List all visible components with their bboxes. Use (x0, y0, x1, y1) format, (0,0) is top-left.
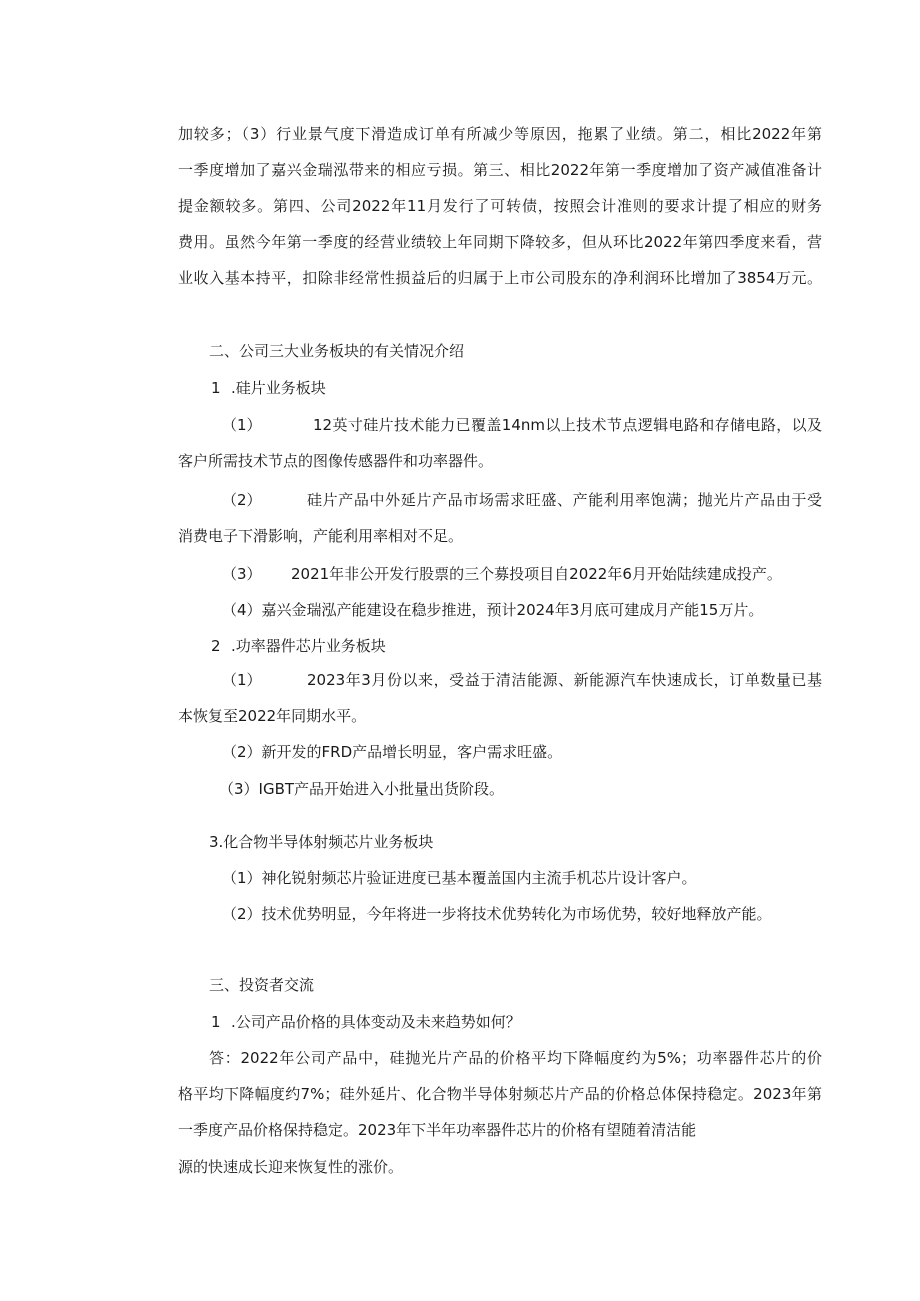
item-text: 12英寸硅片技术能力已覆盖14nm以上技术节点逻辑电路和存储电路，以及 (313, 416, 822, 434)
item-text: （4）嘉兴金瑞泓产能建设在稳步推进，预计2024年3月底可建成月产能15万片。 (222, 601, 764, 619)
item-label: （3） (222, 565, 262, 583)
answer-line: 答：2022年公司产品中，硅抛光片产品的价格平均下降幅度约为5%；功率器件芯片的价 (209, 1049, 822, 1067)
paragraph-line: 费用。虽然今年第一季度的经营业绩较上年同期下降较多，但从环比2022年第四季度来看，营 (178, 233, 822, 251)
subsection-title: 3.化合物半导体射频芯片业务板块 (209, 833, 434, 851)
paragraph-line: 加较多；（3）行业景气度下滑造成订单有所减少等原因，拖累了业绩。第二，相比2022年第 (178, 125, 822, 143)
paragraph-line: 一季度增加了嘉兴金瑞泓带来的相应亏损。第三、相比2022年第一季度增加了资产减值准备计 (178, 161, 822, 179)
item-label: （1） (222, 671, 262, 689)
subsection-number: 2 (211, 637, 221, 655)
question-number: 1 (211, 1013, 221, 1031)
answer-line: 一季度产品价格保持稳定。2023年下半年功率器件芯片的价格有望随着清洁能 (178, 1121, 697, 1139)
item-text: （1）神化锐射频芯片验证进度已基本覆盖国内主流手机芯片设计客户。 (222, 869, 697, 887)
item-text-continued: 本恢复至2022年同期水平。 (178, 707, 367, 725)
answer-line: 源的快速成长迎来恢复性的涨价。 (178, 1158, 404, 1176)
item-text: 2023年3月份以来，受益于清洁能源、新能源汽车快速成长，订单数量已基 (307, 671, 822, 689)
item-text: （3）IGBT产品开始进入小批量出货阶段。 (219, 780, 505, 798)
subsection-title: .功率器件芯片业务板块 (231, 637, 386, 655)
item-text-continued: 消费电子下滑影响，产能利用率相对不足。 (178, 527, 464, 545)
item-text: 2021年非公开发行股票的三个募投项目自2022年6月开始陆续建成投产。 (291, 565, 782, 583)
answer-line: 格平均下降幅度约7%；硅外延片、化合物半导体射频芯片产品的价格总体保持稳定。2023年第 (178, 1085, 822, 1103)
subsection-title: .硅片业务板块 (231, 379, 326, 397)
item-label: （1） (222, 416, 262, 434)
paragraph-line: 业收入基本持平，扣除非经常性损益后的归属于上市公司股东的净利润环比增加了3854万元。 (178, 269, 822, 287)
question-text: .公司产品价格的具体变动及未来趋势如何？ (231, 1013, 521, 1031)
subsection-number: 1 (211, 379, 221, 397)
section-heading: 二、公司三大业务板块的有关情况介绍 (209, 342, 465, 360)
item-text-continued: 客户所需技术节点的图像传感器件和功率器件。 (178, 452, 494, 470)
item-text: （2）技术优势明显，今年将进一步将技术优势转化为市场优势，较好地释放产能。 (222, 905, 772, 923)
item-text: 硅片产品中外延片产品市场需求旺盛、产能利用率饱满；抛光片产品由于受 (307, 491, 822, 509)
item-text: （2）新开发的FRD产品增长明显，客户需求旺盛。 (222, 743, 563, 761)
section-heading: 三、投资者交流 (209, 976, 315, 994)
item-label: （2） (222, 491, 262, 509)
paragraph-line: 提金额较多。第四、公司2022年11月发行了可转债，按照会计准则的要求计提了相应的财务 (178, 197, 822, 215)
